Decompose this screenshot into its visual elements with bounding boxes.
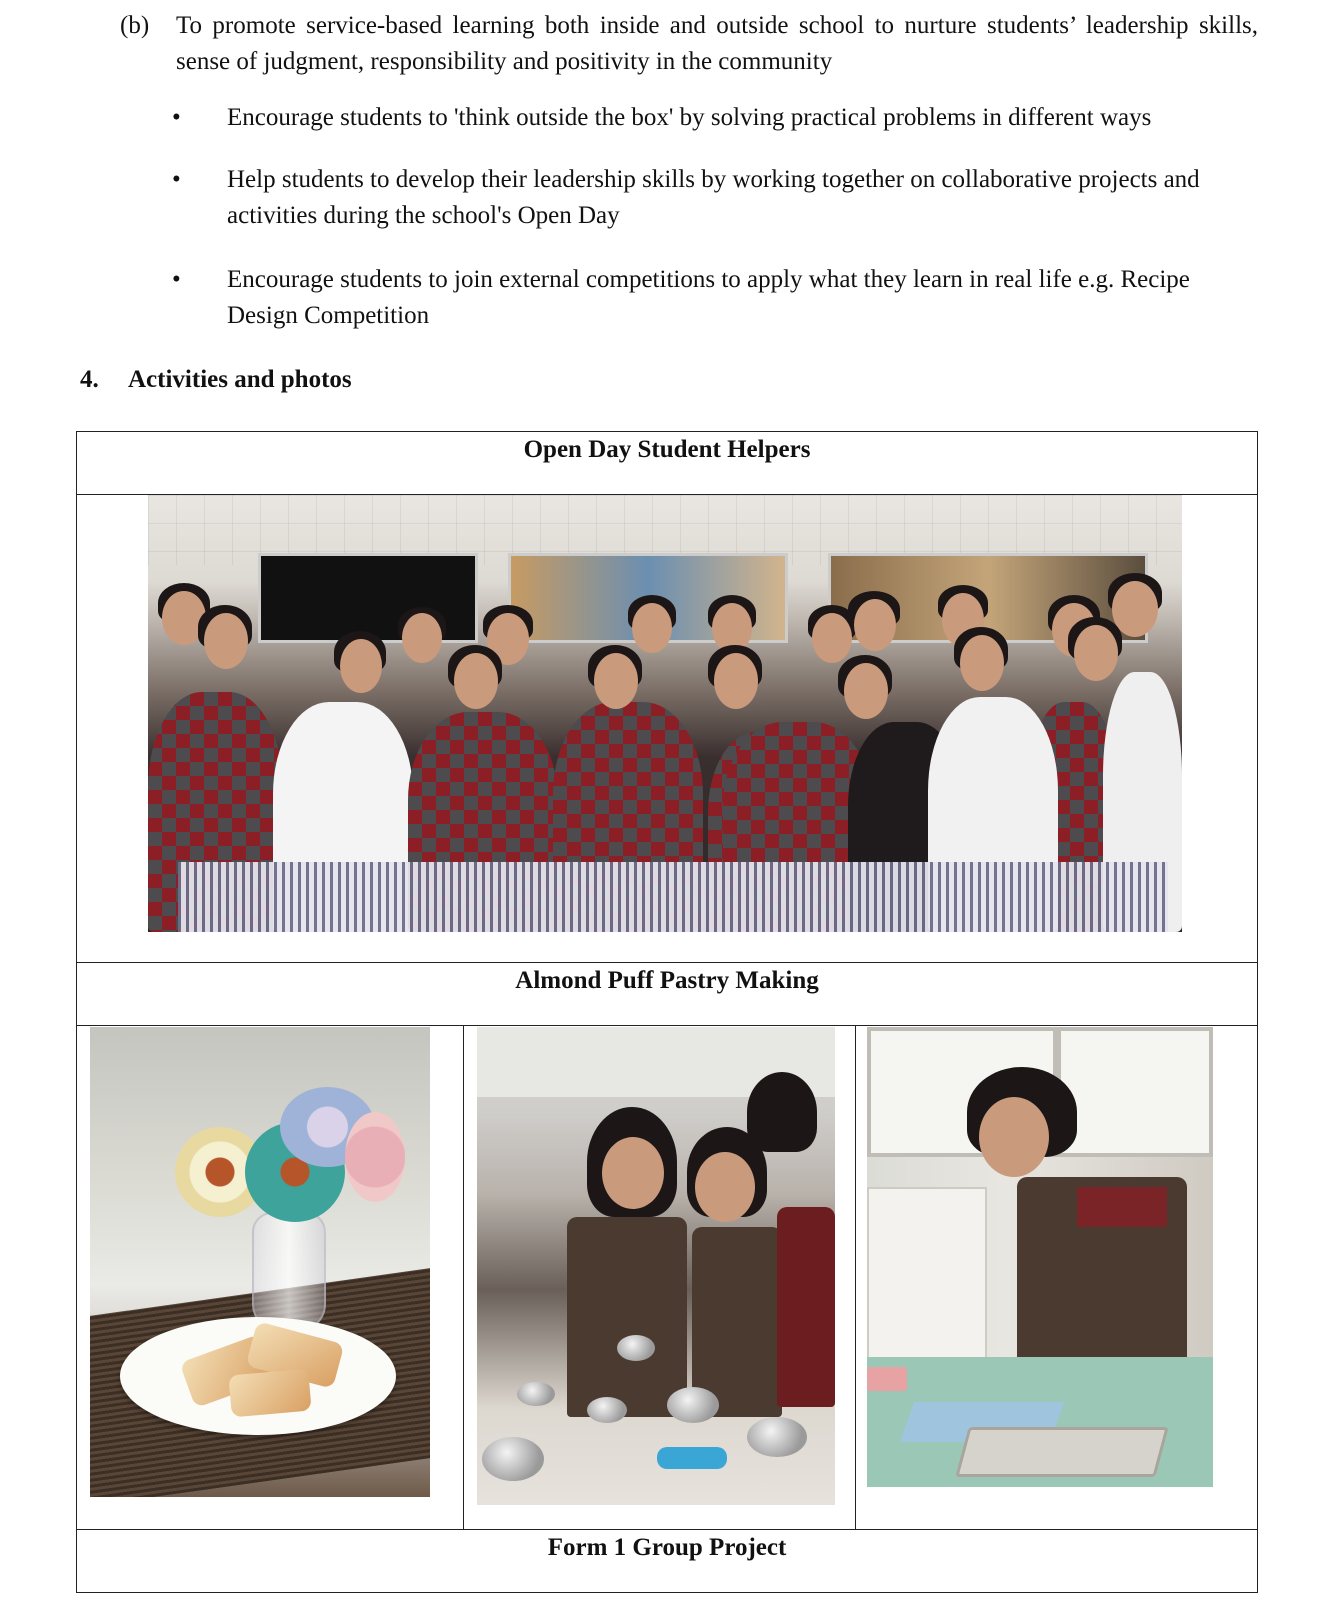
bullet-icon: • (172, 166, 181, 193)
bullet-text: Help students to develop their leadership skills by working together on collaborative projects and activities during the school's Open Day (227, 166, 1200, 229)
bullet-text: Encourage students to join external competitions to apply what they learn in real life e.g. Recipe Design Competition (227, 266, 1190, 329)
section-heading (80, 366, 352, 394)
photo-detail (252, 1212, 326, 1332)
photo-open-day-helpers (148, 495, 1182, 932)
bullet-text: Encourage students to 'think outside the box' by solving practical problems in different ways (227, 104, 1152, 131)
bullet-icon: • (172, 266, 181, 293)
objective-marker: (b) (120, 12, 150, 39)
caption-open-day: Open Day Student Helpers (77, 432, 1258, 495)
section-number: 4. (80, 366, 99, 393)
caption-almond-puff: Almond Puff Pastry Making (77, 963, 1258, 1026)
bullet-icon: • (172, 104, 181, 131)
section-title: Activities and photos (128, 366, 352, 393)
objective-text: To promote service-based learning both inside and outside school to nurture students’ leadership skills, sense of judgment, responsibility and positivity in the community (176, 12, 1258, 75)
photo-students-baking (477, 1027, 835, 1505)
photo-student-baking (867, 1027, 1213, 1487)
photo-almond-puff-pastry (90, 1027, 430, 1497)
caption-form1-project: Form 1 Group Project (77, 1530, 1258, 1593)
